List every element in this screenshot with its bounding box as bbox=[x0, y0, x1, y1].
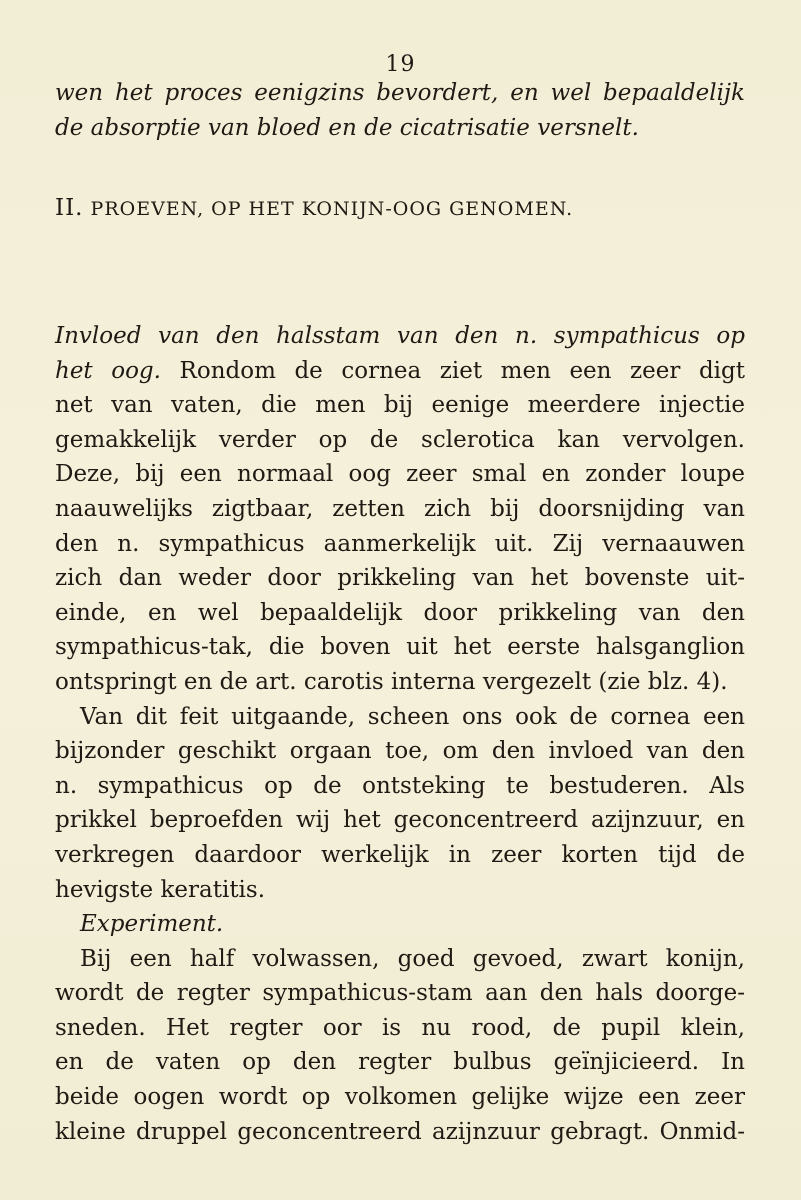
paragraph-line: wordt de regter sympathicus-stam aan den hals doorge- bbox=[55, 980, 745, 1007]
paragraph-line: Bij een half volwassen, goed gevoed, zwart konijn, bbox=[80, 945, 745, 972]
intro-line: wen het proces eenigzins bevordert, en wel bepaaldelijk bbox=[55, 80, 745, 106]
subheading-end: het oog. bbox=[55, 357, 161, 384]
section-number: II. bbox=[55, 195, 84, 221]
body-line: naauwelijks zigtbaar, zetten zich bij doorsnijding van bbox=[55, 495, 745, 522]
body-line: gemakkelijk verder op de sclerotica kan vervolgen. bbox=[55, 426, 745, 453]
intro-line: de absorptie van bloed en de cicatrisatie versnelt. bbox=[55, 114, 639, 141]
body-line: Deze, bij een normaal oog zeer smal en zonder loupe bbox=[55, 461, 745, 488]
body-line: einde, en wel bepaaldelijk door prikkeling van den bbox=[55, 599, 745, 626]
body-line: ontspringt en de art. carotis interna vergezelt (zie blz. 4). bbox=[55, 668, 728, 695]
experiment-heading: Experiment. bbox=[80, 911, 224, 938]
paragraph-line: sneden. Het regter oor is nu rood, de pupil klein, bbox=[55, 1014, 745, 1041]
section-title: PROEVEN, OP HET KONIJN-OOG GENOMEN. bbox=[90, 198, 574, 220]
body-line-rest: Rondom de cornea ziet men een zeer digt bbox=[179, 357, 745, 384]
body-text bbox=[55, 319, 745, 1149]
paragraph-line: kleine druppel geconcentreerd azijnzuur gebragt. Onmid- bbox=[55, 1118, 745, 1145]
paragraph-line: Van dit feit uitgaande, scheen ons ook de cornea een bbox=[80, 703, 745, 730]
paragraph-line: n. sympathicus op de ontsteking te bestuderen. Als bbox=[55, 772, 745, 799]
section-heading bbox=[55, 195, 745, 221]
subheading-line: Invloed van den halsstam van den n. sympathicus op bbox=[55, 323, 745, 349]
body-line: zich dan weder door prikkeling van het bovenste uit- bbox=[55, 565, 745, 592]
page-number: 19 bbox=[385, 52, 416, 77]
body-line bbox=[55, 354, 745, 389]
body-line: den n. sympathicus aanmerkelijk uit. Zij vernaauwen bbox=[55, 530, 745, 557]
paragraph-line: beide oogen wordt op volkomen gelijke wijze een zeer bbox=[55, 1084, 745, 1111]
paragraph-line: en de vaten op den regter bulbus geïnjicieerd. In bbox=[55, 1049, 745, 1076]
body-line: sympathicus-tak, die boven uit het eerste halsganglion bbox=[55, 634, 745, 661]
paragraph-line: verkregen daardoor werkelijk in zeer korten tijd de bbox=[55, 841, 745, 868]
intro-paragraph bbox=[55, 76, 745, 145]
paragraph-line: prikkel beproefden wij het geconcentreerd azijnzuur, en bbox=[55, 807, 745, 834]
body-line: net van vaten, die men bij eenige meerdere injectie bbox=[55, 392, 745, 419]
paragraph-line: bijzonder geschikt orgaan toe, om den invloed van den bbox=[55, 738, 745, 765]
paragraph-line: hevigste keratitis. bbox=[55, 876, 266, 903]
